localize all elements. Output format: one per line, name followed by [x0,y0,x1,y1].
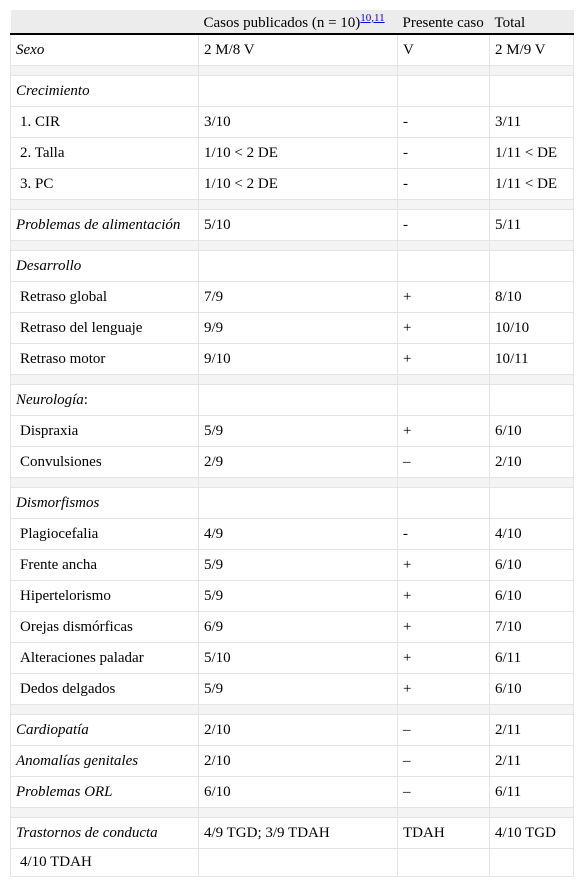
row-label: 2. Talla [11,138,199,169]
section-label [11,385,199,416]
row-spacer [11,200,574,210]
section-label: Dismorfismos [11,488,199,519]
cell-published [199,385,398,416]
cell-total: 7/10 [490,612,574,643]
cell-published: 5/9 [199,581,398,612]
cell-published: 5/10 [199,643,398,674]
cell-present: + [398,612,490,643]
header-total: Total [490,10,574,34]
table-row [11,519,574,550]
cell-present [398,251,490,282]
cell-total: 2/11 [490,746,574,777]
table-row [11,488,574,519]
clinical-features-table [10,10,574,877]
table-row [11,138,574,169]
cell-total: 1/11 < DE [490,169,574,200]
table-row [11,210,574,241]
cell-total [490,76,574,107]
reference-link[interactable]: 10,11 [360,12,385,24]
row-spacer [11,375,574,385]
row-label: Frente ancha [11,550,199,581]
cell-published: 7/9 [199,282,398,313]
cell-present: + [398,344,490,375]
table-row [11,447,574,478]
cell-present [398,76,490,107]
cell-total: 10/11 [490,344,574,375]
table-row [11,818,574,849]
cell-published [199,849,398,877]
header-published-cases-label: Casos publicados (n = 10) [203,15,361,31]
cell-total: 2/10 [490,447,574,478]
cell-published: 4/9 TGD; 3/9 TDAH [199,818,398,849]
header-published-cases [199,10,398,34]
table-row [11,715,574,746]
cell-present: TDAH [398,818,490,849]
cell-present: - [398,107,490,138]
cell-total [490,849,574,877]
row-spacer [11,66,574,76]
cell-present: – [398,777,490,808]
table-row [11,416,574,447]
cell-published [199,488,398,519]
cell-total: 6/10 [490,550,574,581]
table-row [11,107,574,138]
cell-total: 4/10 [490,519,574,550]
table-row [11,169,574,200]
cell-total: 6/11 [490,643,574,674]
cell-published: 3/10 [199,107,398,138]
table-header-row [11,10,574,34]
cell-present: + [398,643,490,674]
cell-present: – [398,715,490,746]
cell-published: 9/9 [199,313,398,344]
table-row [11,550,574,581]
cell-total: 3/11 [490,107,574,138]
cell-total: 6/10 [490,674,574,705]
row-spacer [11,705,574,715]
row-label: Problemas ORL [11,777,199,808]
row-label: Alteraciones paladar [11,643,199,674]
cell-published: 9/10 [199,344,398,375]
table-row [11,612,574,643]
table-row [11,674,574,705]
table-row-continuation [11,849,574,877]
row-label: 1. CIR [11,107,199,138]
cell-total: 6/10 [490,416,574,447]
section-label: Crecimiento [11,76,199,107]
row-label: Retraso global [11,282,199,313]
row-label: Cardiopatía [11,715,199,746]
cell-present: V [398,34,490,66]
row-label: Trastornos de conducta [11,818,199,849]
section-label-suffix: : [83,391,88,408]
row-label: Convulsiones [11,447,199,478]
table-row [11,385,574,416]
table-row [11,777,574,808]
cell-present [398,849,490,877]
cell-total: 10/10 [490,313,574,344]
cell-published [199,251,398,282]
row-label: Retraso motor [11,344,199,375]
row-spacer [11,808,574,818]
cell-published: 5/9 [199,416,398,447]
section-label: Desarrollo [11,251,199,282]
cell-published: 5/9 [199,550,398,581]
row-spacer [11,241,574,251]
cell-published: 6/9 [199,612,398,643]
section-label-text: Neurología [16,391,84,408]
header-feature [11,10,199,34]
row-label: 4/10 TDAH [11,849,199,877]
table-row [11,76,574,107]
cell-present: - [398,138,490,169]
cell-total: 1/11 < DE [490,138,574,169]
header-reference[interactable] [360,10,384,24]
cell-present: - [398,519,490,550]
cell-present: + [398,313,490,344]
cell-total: 4/10 TGD [490,818,574,849]
cell-present: - [398,169,490,200]
row-label: Hipertelorismo [11,581,199,612]
row-label: Anomalías genitales [11,746,199,777]
cell-present: – [398,447,490,478]
row-label: 3. PC [11,169,199,200]
row-label: Plagiocefalia [11,519,199,550]
table-row [11,746,574,777]
cell-total: 5/11 [490,210,574,241]
table-row [11,344,574,375]
cell-published: 2 M/8 V [199,34,398,66]
cell-total: 8/10 [490,282,574,313]
cell-present [398,385,490,416]
cell-present: + [398,581,490,612]
table-row [11,282,574,313]
cell-published [199,76,398,107]
cell-published: 2/10 [199,746,398,777]
header-present-case: Presente caso [398,10,490,34]
row-label: Sexo [11,34,199,66]
cell-published: 1/10 < 2 DE [199,169,398,200]
cell-present: – [398,746,490,777]
cell-total: 2/11 [490,715,574,746]
table-row [11,251,574,282]
cell-present: + [398,416,490,447]
cell-total: 2 M/9 V [490,34,574,66]
cell-published: 5/10 [199,210,398,241]
cell-total [490,488,574,519]
table-row [11,313,574,344]
cell-present: + [398,674,490,705]
cell-present: + [398,282,490,313]
cell-published: 4/9 [199,519,398,550]
row-label: Dedos delgados [11,674,199,705]
cell-published: 2/9 [199,447,398,478]
cell-published: 5/9 [199,674,398,705]
cell-total [490,251,574,282]
cell-published: 2/10 [199,715,398,746]
row-label: Retraso del lenguaje [11,313,199,344]
row-spacer [11,478,574,488]
cell-present: + [398,550,490,581]
row-label: Dispraxia [11,416,199,447]
cell-present: - [398,210,490,241]
cell-total: 6/11 [490,777,574,808]
table-row [11,643,574,674]
table-row [11,581,574,612]
cell-total: 6/10 [490,581,574,612]
row-label: Problemas de alimentación [11,210,199,241]
cell-present [398,488,490,519]
row-label: Orejas dismórficas [11,612,199,643]
cell-total [490,385,574,416]
table-row [11,34,574,66]
cell-published: 6/10 [199,777,398,808]
cell-published: 1/10 < 2 DE [199,138,398,169]
